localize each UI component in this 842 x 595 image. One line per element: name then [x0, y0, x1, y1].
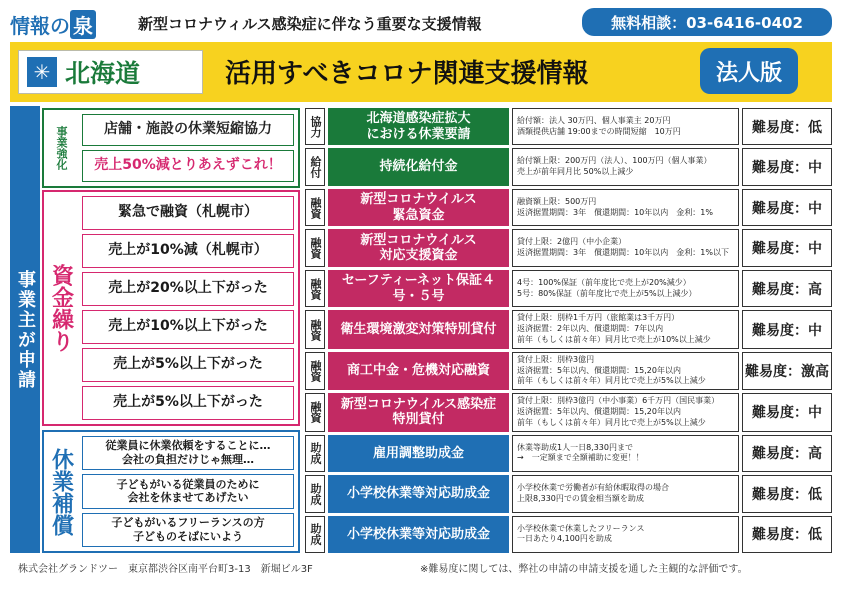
program-detail: 貸付上限：2億円（中小企業） 返済据置期間：3年 償還期間：10年以内 金利：1%以下 — [512, 229, 739, 266]
program-detail: 融資額上限：500万円 返済据置期間：3年 償還期間：10年以内 金利：1% — [512, 189, 739, 226]
applicant-side-label: 事業主が申請 — [10, 106, 40, 553]
section-label: 資金繰り — [48, 264, 74, 352]
list-item: 売上50%減とりあえずこれ！ — [82, 150, 294, 182]
list-item: 売上が10%減（札幌市） — [82, 234, 294, 268]
list-item: 子どもがいる従業員のために 会社を休ませてあげたい — [82, 474, 294, 508]
category-tag: 協力 — [305, 108, 325, 145]
table-row — [305, 310, 832, 348]
brand-prefix: 情報の — [10, 14, 70, 38]
table-row — [305, 393, 832, 431]
list-item: 売上が20%以上下がった — [82, 272, 294, 306]
company-address: 株式会社グランドツー 東京都渋谷区南平台町3-13 新堀ビル3F — [18, 564, 313, 575]
difficulty-rating: 難易度：中 — [742, 393, 832, 431]
category-tag: 融資 — [305, 270, 325, 307]
table-row — [305, 516, 832, 553]
table-row — [305, 229, 832, 266]
program-detail: 貸付上限：別枠3億円（中小事業）6千万円（国民事業） 返済据置：5年以内、償還期間：15,20年以内 前年（もしくは前々年）同月比で売上が5%以上減少 — [512, 393, 739, 431]
program-name: 持続化給付金 — [328, 148, 509, 185]
difficulty-rating: 難易度：低 — [742, 108, 832, 145]
category-tag: 融資 — [305, 229, 325, 266]
program-detail: 給付額：法人 30万円、個人事業主 20万円 酒類提供店舗 19:00までの時間短縮 10万円 — [512, 108, 739, 145]
list-item: 店舗・施設の休業短縮協力 — [82, 114, 294, 146]
list-item: 売上が5%以上下がった — [82, 348, 294, 382]
section-label: 事業強化 — [55, 126, 68, 170]
program-detail: 小学校休業で休業したフリーランス 一日あたり4,100円を助成 — [512, 516, 739, 553]
program-name: 雇用調整助成金 — [328, 435, 509, 472]
difficulty-rating: 難易度：高 — [742, 435, 832, 472]
program-detail: 給付額上限：200万円（法人）、100万円（個人事業） 売上が前年同月比 50%以上減少 — [512, 148, 739, 185]
section-funding — [42, 190, 300, 426]
table-row — [305, 435, 832, 472]
table-row — [305, 108, 832, 145]
list-item: 子どもがいるフリーランスの方 子どものそばにいよう — [82, 513, 294, 547]
table-row — [305, 352, 832, 390]
corporate-badge: 法人版 — [700, 48, 798, 94]
page-title: 活用すべきコロナ関連支援情報 — [225, 59, 589, 89]
program-name: 小学校休業等対応助成金 — [328, 475, 509, 512]
list-item: 従業員に休業依頼をすることに… 会社の負担だけじゃ無理… — [82, 436, 294, 470]
category-tag: 融資 — [305, 310, 325, 348]
difficulty-rating: 難易度：低 — [742, 475, 832, 512]
table-row — [305, 148, 832, 185]
program-detail: 貸付上限：別枠3億円 返済据置：5年以内、償還期間：15,20年以内 前年（もしくは前々年）同月比で売上が5%以上減少 — [512, 352, 739, 390]
headline: 新型コロナウィルス感染症に伴なう重要な支援情報 — [138, 15, 482, 33]
category-tag: 融資 — [305, 352, 325, 390]
difficulty-note: ※難易度に関しては、弊社の申請の申請支援を通した主観的な評価です。 — [420, 564, 748, 575]
brand-highlight: 泉 — [70, 10, 96, 39]
program-name: 新型コロナウイルス 緊急資金 — [328, 189, 509, 226]
brand-logo — [10, 10, 96, 39]
difficulty-rating: 難易度：中 — [742, 229, 832, 266]
category-tag: 融資 — [305, 189, 325, 226]
difficulty-rating: 難易度：激高 — [742, 352, 832, 390]
list-item: 売上が10%以上下がった — [82, 310, 294, 344]
consult-phone-badge[interactable]: 無料相談：03-6416-0402 — [582, 8, 832, 36]
category-tag: 助成 — [305, 475, 325, 512]
table-row — [305, 189, 832, 226]
list-item: 緊急で融資（札幌市） — [82, 196, 294, 230]
category-tag: 融資 — [305, 393, 325, 431]
support-programs-table — [305, 108, 832, 553]
hokkaido-emblem-icon: ✳ — [27, 57, 57, 87]
difficulty-rating: 難易度：中 — [742, 310, 832, 348]
difficulty-rating: 難易度：高 — [742, 270, 832, 307]
program-name: 商工中金・危機対応融資 — [328, 352, 509, 390]
prefecture-box — [18, 50, 203, 94]
difficulty-rating: 難易度：低 — [742, 516, 832, 553]
difficulty-rating: 難易度：中 — [742, 148, 832, 185]
category-tag: 助成 — [305, 435, 325, 472]
program-name: 北海道感染症拡大 における休業要請 — [328, 108, 509, 145]
program-name: セーフティーネット保証４号・５号 — [328, 270, 509, 307]
table-row — [305, 475, 832, 512]
program-detail: 4号：100%保証（前年度比で売上が20%減少） 5号：80%保証（前年度比で売上が5%以上減少） — [512, 270, 739, 307]
program-name: 小学校休業等対応助成金 — [328, 516, 509, 553]
program-detail: 貸付上限：別枠1千万円（旅館業は3千万円） 返済据置：2年以内、償還期間：7年以内 前年（もしくは前々年）同月比で売上が10%以上減少 — [512, 310, 739, 348]
list-item: 売上が5%以上下がった — [82, 386, 294, 420]
program-detail: 小学校休業で労働者が有給休暇取得の場合 上限8,330円での賃金相当額を助成 — [512, 475, 739, 512]
program-name: 新型コロナウイルス感染症 特別貸付 — [328, 393, 509, 431]
program-name: 新型コロナウイルス 対応支援資金 — [328, 229, 509, 266]
section-business-reinforce — [42, 108, 300, 188]
category-tag: 助成 — [305, 516, 325, 553]
section-label: 休業補償 — [48, 447, 74, 536]
prefecture-name: 北海道 — [65, 59, 141, 88]
program-detail: 休業等助成1人一日8,330円まで → 一定額まで全額補助に変更！！ — [512, 435, 739, 472]
program-name: 衛生環境激変対策特別貸付 — [328, 310, 509, 348]
section-leave-compensation — [42, 430, 300, 553]
difficulty-rating: 難易度：中 — [742, 189, 832, 226]
category-tag: 給付 — [305, 148, 325, 185]
table-row — [305, 270, 832, 307]
